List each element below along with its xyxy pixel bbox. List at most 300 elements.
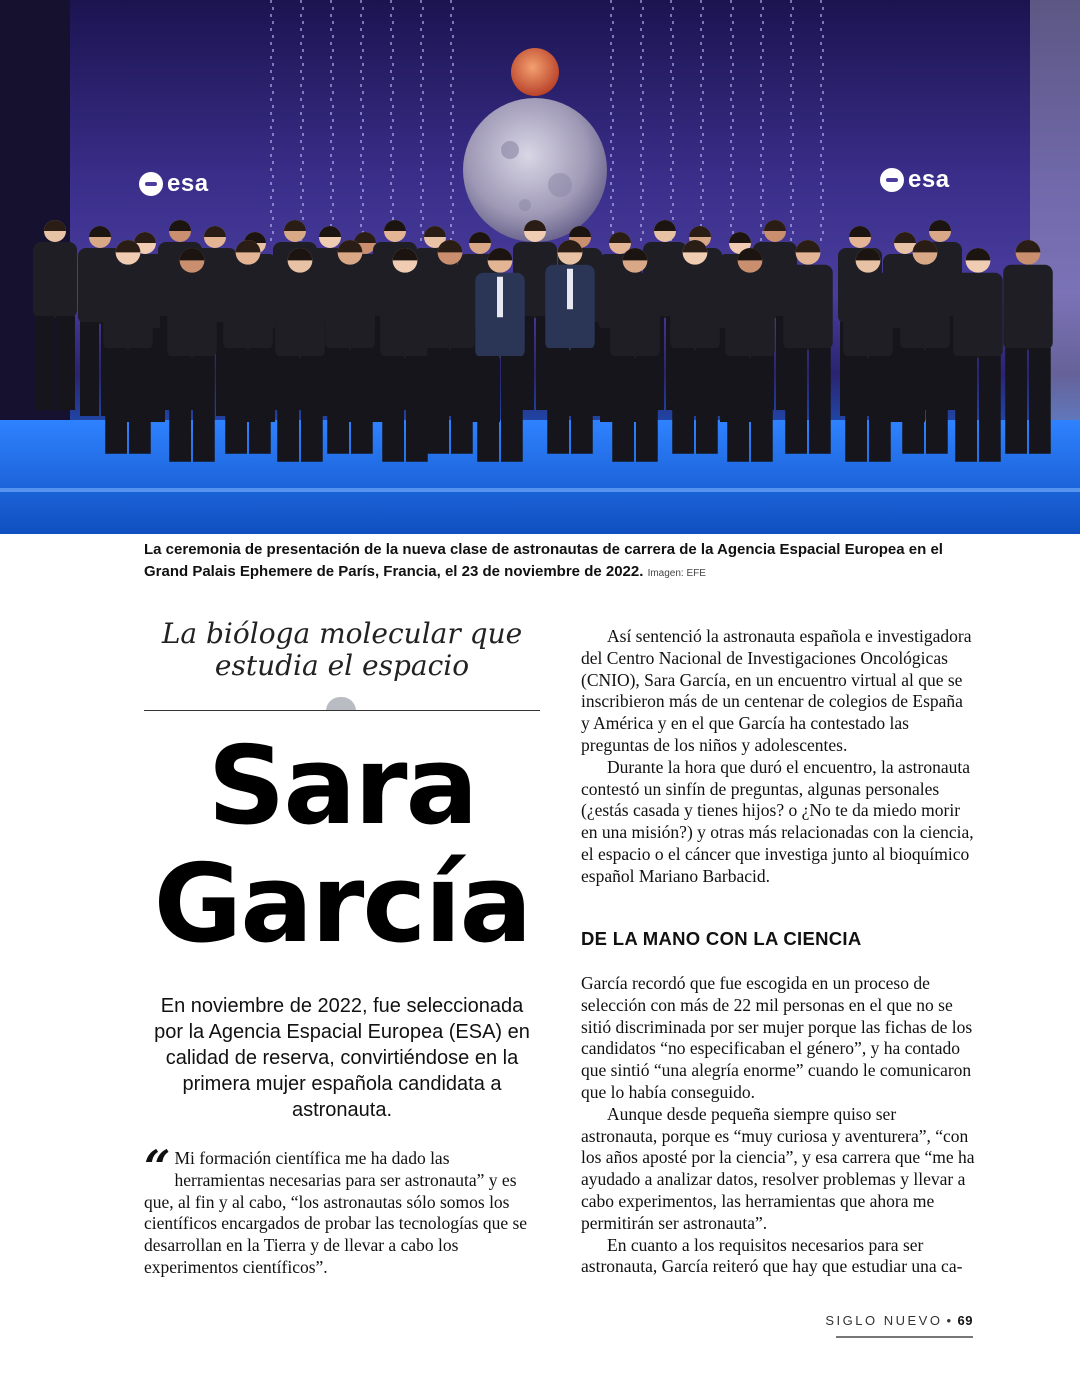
light-sparkle — [300, 0, 302, 3]
light-sparkle — [300, 210, 302, 213]
light-sparkle — [732, 175, 734, 178]
light-sparkle — [760, 182, 762, 185]
light-sparkle — [302, 189, 304, 192]
light-sparkle — [420, 182, 422, 185]
light-sparkle — [272, 105, 274, 108]
person-leg — [80, 322, 99, 416]
light-sparkle — [640, 126, 642, 129]
light-sparkle — [332, 133, 334, 136]
page-number: 69 — [957, 1313, 973, 1328]
light-sparkle — [422, 203, 424, 206]
light-sparkle — [332, 7, 334, 10]
light-sparkle — [270, 0, 272, 3]
light-sparkle — [670, 84, 672, 87]
light-sparkle — [330, 14, 332, 17]
person-leg — [785, 348, 807, 454]
esa-logo-text: esa — [908, 166, 950, 193]
light-sparkle — [700, 154, 702, 157]
light-sparkle — [672, 161, 674, 164]
light-sparkle — [702, 7, 704, 10]
light-sparkle — [272, 231, 274, 234]
light-sparkle — [730, 224, 732, 227]
light-sparkle — [730, 196, 732, 199]
light-sparkle — [730, 70, 732, 73]
light-sparkle — [790, 56, 792, 59]
light-sparkle — [300, 84, 302, 87]
light-sparkle — [300, 14, 302, 17]
light-sparkle — [392, 189, 394, 192]
light-sparkle — [732, 189, 734, 192]
light-sparkle — [822, 231, 824, 234]
light-sparkle — [792, 119, 794, 122]
light-sparkle — [790, 168, 792, 171]
light-sparkle — [362, 161, 364, 164]
light-sparkle — [732, 63, 734, 66]
light-sparkle — [392, 105, 394, 108]
light-sparkle — [820, 154, 822, 157]
pull-quote — [144, 1140, 540, 1279]
light-sparkle — [270, 42, 272, 45]
light-sparkle — [790, 98, 792, 101]
light-sparkle — [672, 7, 674, 10]
light-sparkle — [792, 189, 794, 192]
paragraph: Durante la hora que duró el encuentro, la astronauta contestó un sinfín de preguntas, algunas personales (¿estás casada y tienes hijos? o ¿No te da miedo morir en una misión?) y otras más relacionadas con la ciencia, el espacio o el cáncer que investiga junto al bioquímico español Mariano Barbacid. — [581, 756, 974, 886]
light-sparkle — [390, 56, 392, 59]
light-sparkle — [820, 42, 822, 45]
light-sparkle — [642, 63, 644, 66]
light-sparkle — [300, 70, 302, 73]
light-sparkle — [792, 231, 794, 234]
light-sparkle — [272, 189, 274, 192]
light-sparkle — [610, 196, 612, 199]
light-sparkle — [420, 14, 422, 17]
light-sparkle — [302, 63, 304, 66]
person-torso — [275, 273, 325, 359]
light-sparkle — [420, 168, 422, 171]
light-sparkle — [362, 175, 364, 178]
light-sparkle — [702, 133, 704, 136]
light-sparkle — [640, 28, 642, 31]
esa-logo-left — [139, 170, 209, 198]
light-sparkle — [272, 35, 274, 38]
light-sparkle — [420, 0, 422, 3]
person-leg — [955, 356, 977, 462]
light-sparkle — [392, 7, 394, 10]
light-sparkle — [302, 49, 304, 52]
light-sparkle — [642, 91, 644, 94]
light-sparkle — [700, 210, 702, 213]
light-sparkle — [642, 21, 644, 24]
person-torso — [167, 273, 217, 359]
person-leg — [636, 356, 658, 462]
person-hair — [169, 220, 191, 231]
person-hair — [894, 232, 916, 243]
light-sparkle — [420, 154, 422, 157]
light-sparkle — [732, 49, 734, 52]
light-sparkle — [450, 196, 452, 199]
person-torso — [670, 265, 720, 351]
light-sparkle — [610, 168, 612, 171]
light-sparkle — [792, 63, 794, 66]
person-leg — [696, 348, 718, 454]
light-sparkle — [270, 196, 272, 199]
light-sparkle — [732, 217, 734, 220]
light-sparkle — [640, 196, 642, 199]
light-sparkle — [792, 91, 794, 94]
light-sparkle — [730, 98, 732, 101]
light-sparkle — [762, 147, 764, 150]
light-sparkle — [762, 119, 764, 122]
stage-edge — [0, 488, 1080, 492]
light-sparkle — [730, 42, 732, 45]
headline-line-1: Sara — [207, 724, 477, 849]
light-sparkle — [270, 210, 272, 213]
light-sparkle — [390, 168, 392, 171]
person-hair — [354, 232, 376, 243]
light-sparkle — [640, 224, 642, 227]
light-sparkle — [672, 91, 674, 94]
person-hair — [319, 226, 341, 237]
light-sparkle — [612, 147, 614, 150]
person-leg — [129, 348, 151, 454]
light-sparkle — [270, 126, 272, 129]
light-sparkle — [792, 147, 794, 150]
person-leg — [612, 356, 634, 462]
light-sparkle — [270, 98, 272, 101]
light-sparkle — [392, 119, 394, 122]
light-sparkle — [790, 224, 792, 227]
light-sparkle — [640, 84, 642, 87]
light-sparkle — [302, 119, 304, 122]
light-sparkle — [820, 140, 822, 143]
light-sparkle — [420, 238, 422, 241]
light-sparkle — [762, 203, 764, 206]
light-sparkle — [640, 98, 642, 101]
light-sparkle — [792, 217, 794, 220]
light-sparkle — [422, 63, 424, 66]
light-sparkle — [272, 147, 274, 150]
light-sparkle — [642, 147, 644, 150]
light-sparkle — [760, 168, 762, 171]
light-sparkle — [732, 231, 734, 234]
light-sparkle — [300, 56, 302, 59]
esa-logo-text: esa — [167, 170, 209, 197]
light-sparkle — [820, 168, 822, 171]
light-sparkle — [762, 133, 764, 136]
light-sparkle — [670, 210, 672, 213]
light-sparkle — [700, 14, 702, 17]
light-sparkle — [762, 91, 764, 94]
light-sparkle — [760, 42, 762, 45]
light-sparkle — [302, 203, 304, 206]
light-sparkle — [792, 161, 794, 164]
light-sparkle — [730, 168, 732, 171]
light-sparkle — [822, 63, 824, 66]
light-sparkle — [392, 147, 394, 150]
light-sparkle — [670, 98, 672, 101]
light-sparkle — [700, 182, 702, 185]
person-torso — [900, 265, 950, 351]
light-sparkle — [762, 21, 764, 24]
light-sparkle — [702, 147, 704, 150]
light-sparkle — [702, 217, 704, 220]
light-sparkle — [360, 14, 362, 17]
light-sparkle — [700, 196, 702, 199]
light-sparkle — [792, 7, 794, 10]
light-sparkle — [302, 91, 304, 94]
esa-logo-mark — [880, 168, 904, 192]
light-sparkle — [330, 84, 332, 87]
light-sparkle — [732, 7, 734, 10]
light-sparkle — [612, 35, 614, 38]
person-leg — [351, 348, 373, 454]
light-sparkle — [642, 77, 644, 80]
light-sparkle — [302, 21, 304, 24]
light-sparkle — [672, 105, 674, 108]
light-sparkle — [270, 56, 272, 59]
light-sparkle — [420, 84, 422, 87]
light-sparkle — [612, 49, 614, 52]
light-sparkle — [302, 133, 304, 136]
light-sparkle — [612, 7, 614, 10]
light-sparkle — [360, 182, 362, 185]
light-sparkle — [642, 231, 644, 234]
light-sparkle — [822, 35, 824, 38]
light-sparkle — [272, 133, 274, 136]
light-sparkle — [362, 119, 364, 122]
person-hair — [689, 226, 711, 237]
person-torso — [380, 273, 430, 359]
light-sparkle — [362, 49, 364, 52]
light-sparkle — [390, 112, 392, 115]
light-sparkle — [612, 189, 614, 192]
light-sparkle — [640, 168, 642, 171]
light-sparkle — [822, 91, 824, 94]
light-sparkle — [670, 168, 672, 171]
light-sparkle — [672, 217, 674, 220]
light-sparkle — [450, 14, 452, 17]
light-sparkle — [390, 140, 392, 143]
light-sparkle — [760, 28, 762, 31]
person-torso — [610, 273, 660, 359]
light-sparkle — [610, 42, 612, 45]
light-sparkle — [422, 77, 424, 80]
light-sparkle — [822, 189, 824, 192]
light-sparkle — [272, 63, 274, 66]
person-hair — [796, 240, 821, 252]
light-sparkle — [362, 21, 364, 24]
light-sparkle — [422, 7, 424, 10]
person-hair — [384, 220, 406, 231]
light-sparkle — [640, 14, 642, 17]
light-sparkle — [790, 112, 792, 115]
light-sparkle — [792, 133, 794, 136]
light-sparkle — [300, 154, 302, 157]
person-hair — [284, 220, 306, 231]
light-sparkle — [790, 14, 792, 17]
light-sparkle — [792, 105, 794, 108]
light-sparkle — [392, 91, 394, 94]
person-leg — [477, 356, 499, 462]
light-sparkle — [610, 112, 612, 115]
person-leg — [547, 348, 569, 454]
article-body-bottom — [581, 973, 975, 1278]
light-sparkle — [700, 140, 702, 143]
light-sparkle — [302, 217, 304, 220]
light-sparkle — [332, 203, 334, 206]
person-leg — [926, 348, 948, 454]
light-sparkle — [360, 84, 362, 87]
light-sparkle — [732, 35, 734, 38]
light-sparkle — [820, 126, 822, 129]
light-sparkle — [302, 147, 304, 150]
light-sparkle — [822, 119, 824, 122]
light-sparkle — [700, 42, 702, 45]
light-sparkle — [610, 98, 612, 101]
light-sparkle — [452, 77, 454, 80]
light-sparkle — [822, 49, 824, 52]
light-sparkle — [272, 21, 274, 24]
light-sparkle — [760, 14, 762, 17]
light-sparkle — [362, 35, 364, 38]
light-sparkle — [822, 7, 824, 10]
light-sparkle — [762, 161, 764, 164]
light-sparkle — [422, 91, 424, 94]
light-sparkle — [270, 112, 272, 115]
light-sparkle — [702, 105, 704, 108]
light-sparkle — [330, 112, 332, 115]
light-sparkle — [332, 21, 334, 24]
light-sparkle — [700, 28, 702, 31]
light-sparkle — [790, 42, 792, 45]
hero-photo — [0, 0, 1080, 534]
light-sparkle — [642, 133, 644, 136]
person-torso — [33, 242, 77, 318]
light-sparkle — [610, 154, 612, 157]
person-torso — [103, 265, 153, 351]
light-sparkle — [760, 126, 762, 129]
light-sparkle — [792, 49, 794, 52]
person-leg — [571, 348, 593, 454]
light-sparkle — [422, 133, 424, 136]
light-sparkle — [450, 126, 452, 129]
light-sparkle — [272, 217, 274, 220]
light-sparkle — [792, 21, 794, 24]
divider — [144, 710, 540, 711]
light-sparkle — [700, 70, 702, 73]
light-sparkle — [612, 231, 614, 234]
light-sparkle — [610, 140, 612, 143]
light-sparkle — [760, 84, 762, 87]
light-sparkle — [820, 84, 822, 87]
person-hair — [929, 220, 951, 231]
light-sparkle — [612, 119, 614, 122]
light-sparkle — [422, 49, 424, 52]
light-sparkle — [422, 35, 424, 38]
light-sparkle — [670, 42, 672, 45]
light-sparkle — [420, 42, 422, 45]
light-sparkle — [272, 91, 274, 94]
light-sparkle — [820, 14, 822, 17]
person-leg — [56, 316, 75, 410]
light-sparkle — [302, 105, 304, 108]
light-sparkle — [760, 112, 762, 115]
light-sparkle — [452, 119, 454, 122]
light-sparkle — [332, 217, 334, 220]
light-sparkle — [760, 0, 762, 3]
light-sparkle — [330, 98, 332, 101]
light-sparkle — [822, 21, 824, 24]
light-sparkle — [732, 105, 734, 108]
light-sparkle — [452, 91, 454, 94]
person-leg — [193, 356, 215, 462]
person-hair — [654, 220, 676, 231]
light-sparkle — [670, 154, 672, 157]
light-sparkle — [332, 161, 334, 164]
light-sparkle — [670, 196, 672, 199]
light-sparkle — [422, 161, 424, 164]
light-sparkle — [612, 77, 614, 80]
light-sparkle — [360, 196, 362, 199]
light-sparkle — [760, 224, 762, 227]
light-sparkle — [820, 28, 822, 31]
light-sparkle — [610, 14, 612, 17]
light-sparkle — [640, 70, 642, 73]
light-sparkle — [702, 189, 704, 192]
esa-logo-right — [880, 166, 950, 194]
light-sparkle — [820, 112, 822, 115]
light-sparkle — [420, 224, 422, 227]
light-sparkle — [822, 217, 824, 220]
light-sparkle — [760, 238, 762, 241]
light-sparkle — [450, 140, 452, 143]
light-sparkle — [640, 154, 642, 157]
light-sparkle — [672, 49, 674, 52]
light-sparkle — [392, 49, 394, 52]
light-sparkle — [790, 196, 792, 199]
light-sparkle — [272, 119, 274, 122]
light-sparkle — [730, 28, 732, 31]
light-sparkle — [640, 42, 642, 45]
light-sparkle — [790, 28, 792, 31]
person-leg — [979, 356, 1001, 462]
group-front-row — [103, 240, 1053, 462]
person-leg — [105, 348, 127, 454]
light-sparkle — [612, 161, 614, 164]
light-sparkle — [762, 105, 764, 108]
light-sparkle — [422, 189, 424, 192]
light-sparkle — [820, 0, 822, 3]
article-body-top — [581, 626, 975, 888]
light-sparkle — [302, 7, 304, 10]
light-sparkle — [762, 63, 764, 66]
person-leg — [301, 356, 323, 462]
light-sparkle — [670, 140, 672, 143]
light-sparkle — [822, 77, 824, 80]
light-sparkle — [640, 210, 642, 213]
light-sparkle — [300, 126, 302, 129]
person-hair — [469, 232, 491, 243]
light-sparkle — [332, 63, 334, 66]
light-sparkle — [730, 210, 732, 213]
light-sparkle — [612, 217, 614, 220]
light-sparkle — [392, 203, 394, 206]
light-sparkle — [762, 189, 764, 192]
light-sparkle — [672, 21, 674, 24]
light-sparkle — [762, 217, 764, 220]
light-sparkle — [272, 49, 274, 52]
person-leg — [225, 348, 247, 454]
